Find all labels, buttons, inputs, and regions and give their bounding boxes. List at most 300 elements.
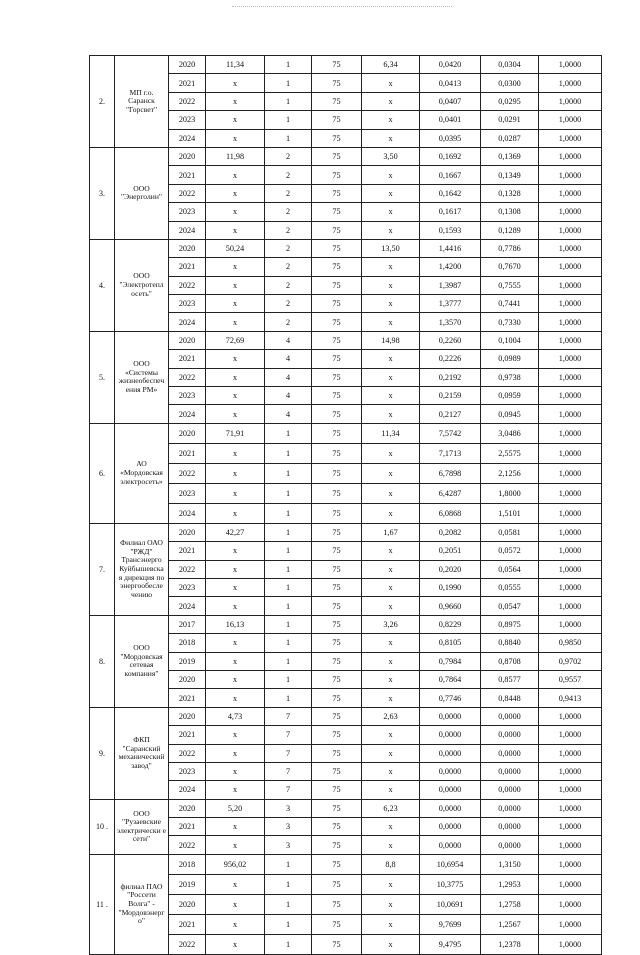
table-cell: 1 — [265, 423, 312, 443]
table-cell: 2 — [265, 221, 312, 239]
table-cell: 4 — [265, 405, 312, 423]
table-cell: 75 — [312, 483, 362, 503]
table-cell: 75 — [312, 744, 362, 762]
table-cell: 0,7786 — [481, 239, 539, 257]
table-cell: 1,0000 — [539, 405, 602, 423]
table-cell: 0,0300 — [481, 74, 539, 92]
table-cell: 7 — [265, 726, 312, 744]
table-cell: 1 — [265, 934, 312, 954]
table-cell: 0,0401 — [420, 111, 481, 129]
table-cell: 0,2051 — [420, 542, 481, 560]
table-cell: 1 — [265, 689, 312, 707]
table-cell: х — [362, 542, 420, 560]
table-cell: 11,98 — [206, 147, 265, 165]
table-cell: 1,67 — [362, 523, 420, 541]
table-cell: 9,4795 — [420, 934, 481, 954]
table-cell: 2022 — [169, 934, 206, 954]
table-cell: 1,2378 — [481, 934, 539, 954]
table-cell: 2 — [265, 203, 312, 221]
table-cell: 1,0000 — [539, 423, 602, 443]
table-cell: 0,8229 — [420, 615, 481, 633]
table-cell: 2021 — [169, 542, 206, 560]
table-cell: х — [206, 405, 265, 423]
table-cell: 956,02 — [206, 854, 265, 874]
table-cell: 0,1369 — [481, 147, 539, 165]
table-cell: 75 — [312, 578, 362, 596]
table-cell: 0,0000 — [481, 762, 539, 780]
table-cell: 3 — [265, 799, 312, 817]
table-row — [90, 799, 602, 817]
table-cell: 16,13 — [206, 615, 265, 633]
table-row — [90, 707, 602, 725]
table-cell: 2024 — [169, 781, 206, 799]
table-cell: 1,4416 — [420, 239, 481, 257]
table-cell: х — [362, 726, 420, 744]
table-cell: х — [362, 463, 420, 483]
table-cell: 0,7555 — [481, 276, 539, 294]
organization-name: ООО "Мордовская сетевая компания" — [115, 615, 169, 707]
table-cell: 2022 — [169, 368, 206, 386]
table-cell: х — [206, 652, 265, 670]
table-cell: х — [206, 597, 265, 615]
table-cell: х — [206, 560, 265, 578]
table-cell: 75 — [312, 874, 362, 894]
table-cell: 1,0000 — [539, 463, 602, 483]
table-cell: х — [206, 203, 265, 221]
organization-name: АО «Мордовская электросеть» — [115, 423, 169, 523]
table-cell: 1,3777 — [420, 295, 481, 313]
table-cell: 1,0000 — [539, 129, 602, 147]
organization-name: Филиал ОАО "РЖД" Трансэнерго Куйбышевска я дирекция по энергообесле чению — [115, 523, 169, 615]
table-cell: х — [362, 74, 420, 92]
table-cell: х — [362, 689, 420, 707]
table-cell: 1,0000 — [539, 203, 602, 221]
table-cell: 75 — [312, 781, 362, 799]
table-cell: 2021 — [169, 258, 206, 276]
table-cell: х — [206, 258, 265, 276]
table-cell: 1 — [265, 578, 312, 596]
table-cell: х — [362, 350, 420, 368]
table-cell: 14,98 — [362, 331, 420, 349]
table-cell: х — [206, 670, 265, 688]
table-cell: 2 — [265, 184, 312, 202]
table-cell: х — [362, 836, 420, 854]
table-cell: 72,69 — [206, 331, 265, 349]
table-cell: 2019 — [169, 874, 206, 894]
table-cell: 0,1349 — [481, 166, 539, 184]
table-cell: х — [362, 221, 420, 239]
table-cell: 2,1256 — [481, 463, 539, 483]
table-cell: х — [206, 934, 265, 954]
table-cell: 2024 — [169, 221, 206, 239]
table-cell: 0,2159 — [420, 387, 481, 405]
table-cell: 75 — [312, 523, 362, 541]
table-cell: 75 — [312, 934, 362, 954]
organization-name: МП г.о. Саранск "Горсвет" — [115, 56, 169, 148]
table-cell: 1,5101 — [481, 503, 539, 523]
table-cell: 1 — [265, 523, 312, 541]
table-cell: 2020 — [169, 523, 206, 541]
table-cell: 75 — [312, 331, 362, 349]
table-cell: 0,8840 — [481, 634, 539, 652]
table-cell: 75 — [312, 74, 362, 92]
table-cell: 0,0945 — [481, 405, 539, 423]
table-cell: 2 — [265, 239, 312, 257]
table-cell: 75 — [312, 350, 362, 368]
table-cell: 4,73 — [206, 707, 265, 725]
table-cell: 7 — [265, 781, 312, 799]
table-cell: 1,0000 — [539, 914, 602, 934]
table-cell: 0,0000 — [481, 707, 539, 725]
table-cell: х — [206, 387, 265, 405]
table-cell: 2021 — [169, 74, 206, 92]
table-cell: 2020 — [169, 147, 206, 165]
table-cell: 1,0000 — [539, 276, 602, 294]
table-cell: 11,34 — [362, 423, 420, 443]
table-cell: 8,8 — [362, 854, 420, 874]
table-cell: 2020 — [169, 331, 206, 349]
table-cell: х — [362, 295, 420, 313]
table-cell: х — [206, 781, 265, 799]
table-cell: 75 — [312, 92, 362, 110]
table-cell: 1,0000 — [539, 350, 602, 368]
table-cell: 75 — [312, 423, 362, 443]
table-cell: 1,2758 — [481, 894, 539, 914]
table-cell: х — [362, 652, 420, 670]
table-cell: 0,8577 — [481, 670, 539, 688]
table-cell: 1,0000 — [539, 239, 602, 257]
table-cell: 75 — [312, 818, 362, 836]
table-cell: 75 — [312, 387, 362, 405]
table-cell: 3 — [265, 836, 312, 854]
table-cell: 2020 — [169, 239, 206, 257]
table-cell: 13,50 — [362, 239, 420, 257]
table-cell: 0,0000 — [481, 799, 539, 817]
table-cell: 75 — [312, 689, 362, 707]
table-cell: 0,1642 — [420, 184, 481, 202]
table-cell: 1,0000 — [539, 744, 602, 762]
table-cell: 75 — [312, 597, 362, 615]
table-cell: 2023 — [169, 578, 206, 596]
row-number: 4. — [90, 239, 115, 331]
table-cell: 0,0572 — [481, 542, 539, 560]
table-cell: х — [362, 203, 420, 221]
table-cell: 2023 — [169, 762, 206, 780]
table-row — [90, 615, 602, 633]
table-cell: 1,0000 — [539, 74, 602, 92]
table-cell: 2024 — [169, 129, 206, 147]
table-cell: 1 — [265, 914, 312, 934]
table-cell: 1,0000 — [539, 331, 602, 349]
table-cell: 1 — [265, 111, 312, 129]
table-cell: 1,0000 — [539, 799, 602, 817]
table-cell: 7 — [265, 744, 312, 762]
table-cell: 3,26 — [362, 615, 420, 633]
table-cell: 2019 — [169, 652, 206, 670]
table-cell: 2024 — [169, 405, 206, 423]
table-cell: 2022 — [169, 276, 206, 294]
table-cell: 0,2260 — [420, 331, 481, 349]
table-cell: 6,7898 — [420, 463, 481, 483]
table-cell: 1,3150 — [481, 854, 539, 874]
table-cell: 0,9850 — [539, 634, 602, 652]
table-cell: х — [206, 276, 265, 294]
table-cell: 1,8000 — [481, 483, 539, 503]
table-cell: 7 — [265, 762, 312, 780]
table-cell: 0,0959 — [481, 387, 539, 405]
table-cell: 2023 — [169, 483, 206, 503]
table-cell: 0,9738 — [481, 368, 539, 386]
table-cell: 0,7746 — [420, 689, 481, 707]
row-number: 7. — [90, 523, 115, 615]
table-cell: х — [362, 578, 420, 596]
table-cell: 1 — [265, 129, 312, 147]
table-cell: 0,7984 — [420, 652, 481, 670]
table-cell: 6,23 — [362, 799, 420, 817]
table-cell: 0,1593 — [420, 221, 481, 239]
row-number: 3. — [90, 147, 115, 239]
table-cell: х — [206, 483, 265, 503]
organization-name: ФКП "Саранский механический завод" — [115, 707, 169, 799]
table-cell: 4 — [265, 387, 312, 405]
table-cell: 1,0000 — [539, 503, 602, 523]
table-cell: х — [206, 443, 265, 463]
table-cell: 1 — [265, 74, 312, 92]
row-number: 9. — [90, 707, 115, 799]
table-cell: 0,0395 — [420, 129, 481, 147]
table-cell: 75 — [312, 203, 362, 221]
table-cell: 1,3570 — [420, 313, 481, 331]
table-cell: 0,0000 — [420, 707, 481, 725]
row-number: 8. — [90, 615, 115, 707]
table-cell: 5,20 — [206, 799, 265, 817]
table-cell: 1 — [265, 542, 312, 560]
table-cell: 10,3775 — [420, 874, 481, 894]
table-cell: 0,9660 — [420, 597, 481, 615]
table-cell: 75 — [312, 836, 362, 854]
organization-name: ООО "Энерголин" — [115, 147, 169, 239]
table-cell: 2021 — [169, 350, 206, 368]
table-cell: х — [362, 313, 420, 331]
table-cell: 0,2020 — [420, 560, 481, 578]
table-cell: 0,0304 — [481, 56, 539, 74]
table-cell: х — [206, 92, 265, 110]
table-cell: х — [362, 483, 420, 503]
table-cell: х — [206, 166, 265, 184]
table-cell: 2 — [265, 295, 312, 313]
table-cell: 1,0000 — [539, 92, 602, 110]
table-cell: 0,0547 — [481, 597, 539, 615]
table-cell: х — [362, 781, 420, 799]
table-cell: 0,0000 — [420, 818, 481, 836]
table-cell: 7,5742 — [420, 423, 481, 443]
table-cell: 1,0000 — [539, 560, 602, 578]
table-cell: 0,8448 — [481, 689, 539, 707]
table-cell: 75 — [312, 894, 362, 914]
table-cell: х — [206, 894, 265, 914]
table-cell: х — [206, 295, 265, 313]
table-cell: 0,7330 — [481, 313, 539, 331]
table-cell: 1 — [265, 443, 312, 463]
table-cell: 1,0000 — [539, 258, 602, 276]
table-cell: 4 — [265, 350, 312, 368]
table-cell: 0,9413 — [539, 689, 602, 707]
table-cell: 0,0000 — [420, 726, 481, 744]
table-cell: 1,0000 — [539, 443, 602, 463]
table-cell: х — [206, 111, 265, 129]
table-cell: х — [206, 762, 265, 780]
table-cell: 1,0000 — [539, 934, 602, 954]
table-cell: 75 — [312, 652, 362, 670]
table-cell: 1 — [265, 670, 312, 688]
table-cell: 0,7441 — [481, 295, 539, 313]
table-cell: х — [362, 934, 420, 954]
table-cell: 75 — [312, 503, 362, 523]
table-cell: 75 — [312, 129, 362, 147]
table-cell: 0,0287 — [481, 129, 539, 147]
table-cell: 1,0000 — [539, 854, 602, 874]
table-cell: 0,0000 — [420, 744, 481, 762]
table-cell: 1,0000 — [539, 483, 602, 503]
table-cell: 0,0295 — [481, 92, 539, 110]
table-cell: 1,0000 — [539, 166, 602, 184]
table-cell: 0,1667 — [420, 166, 481, 184]
table-cell: 0,9702 — [539, 652, 602, 670]
table-cell: 1,0000 — [539, 615, 602, 633]
table-cell: 3 — [265, 818, 312, 836]
table-cell: х — [206, 726, 265, 744]
table-cell: 2020 — [169, 799, 206, 817]
table-cell: х — [206, 313, 265, 331]
table-cell: 75 — [312, 443, 362, 463]
table-cell: 0,8708 — [481, 652, 539, 670]
table-cell: х — [206, 221, 265, 239]
table-cell: 2024 — [169, 503, 206, 523]
table-row — [90, 239, 602, 257]
table-cell: 0,0000 — [420, 799, 481, 817]
table-cell: 1 — [265, 560, 312, 578]
table-cell: 0,0000 — [420, 781, 481, 799]
table-cell: 50,24 — [206, 239, 265, 257]
table-cell: 75 — [312, 368, 362, 386]
table-cell: 2 — [265, 313, 312, 331]
table-cell: 1 — [265, 597, 312, 615]
table-cell: 75 — [312, 239, 362, 257]
table-row — [90, 423, 602, 443]
table-cell: х — [362, 818, 420, 836]
table-cell: 0,0291 — [481, 111, 539, 129]
table-cell: 1 — [265, 894, 312, 914]
table-cell: 2020 — [169, 707, 206, 725]
table-cell: 10,6954 — [420, 854, 481, 874]
table-cell: 6,4287 — [420, 483, 481, 503]
table-cell: 4 — [265, 331, 312, 349]
table-cell: 2020 — [169, 423, 206, 443]
table-cell: 0,2082 — [420, 523, 481, 541]
table-cell: х — [362, 129, 420, 147]
table-cell: 1,2953 — [481, 874, 539, 894]
table-cell: х — [206, 368, 265, 386]
table-row — [90, 331, 602, 349]
table-cell: 0,8105 — [420, 634, 481, 652]
table-cell: 2023 — [169, 295, 206, 313]
table-cell: х — [362, 762, 420, 780]
table-cell: х — [206, 542, 265, 560]
organization-name: ООО "Электротепл осеть" — [115, 239, 169, 331]
table-cell: 75 — [312, 56, 362, 74]
table-cell: 1,0000 — [539, 313, 602, 331]
table-cell: 75 — [312, 111, 362, 129]
table-cell: 1 — [265, 483, 312, 503]
table-cell: х — [206, 836, 265, 854]
table-cell: 2 — [265, 166, 312, 184]
table-cell: 1,0000 — [539, 387, 602, 405]
table-cell: 75 — [312, 221, 362, 239]
table-cell: х — [362, 258, 420, 276]
table-cell: 2018 — [169, 854, 206, 874]
table-cell: 1,0000 — [539, 184, 602, 202]
table-cell: 2 — [265, 258, 312, 276]
table-cell: х — [362, 111, 420, 129]
table-cell: 42,27 — [206, 523, 265, 541]
table-cell: 0,1289 — [481, 221, 539, 239]
table-cell: 0,1990 — [420, 578, 481, 596]
table-cell: 0,0407 — [420, 92, 481, 110]
table-cell: 2017 — [169, 615, 206, 633]
table-cell: 0,0000 — [481, 818, 539, 836]
table-row — [90, 523, 602, 541]
table-cell: 2024 — [169, 313, 206, 331]
table-cell: 2023 — [169, 203, 206, 221]
table-cell: 1,0000 — [539, 368, 602, 386]
table-cell: 75 — [312, 295, 362, 313]
table-row — [90, 854, 602, 874]
table-cell: 1,0000 — [539, 836, 602, 854]
organization-name: ООО «Системы жизнеобеспеч ения РМ» — [115, 331, 169, 423]
table-cell: х — [362, 894, 420, 914]
table-cell: 1,0000 — [539, 295, 602, 313]
table-cell: 1,3987 — [420, 276, 481, 294]
row-number: 6. — [90, 423, 115, 523]
table-cell: х — [206, 129, 265, 147]
table-cell: х — [362, 405, 420, 423]
table-cell: х — [206, 463, 265, 483]
table-cell: 1 — [265, 634, 312, 652]
table-cell: 9,7699 — [420, 914, 481, 934]
table-cell: 2021 — [169, 818, 206, 836]
table-cell: 1,0000 — [539, 781, 602, 799]
table-cell: 1,0000 — [539, 147, 602, 165]
table-cell: 1,0000 — [539, 874, 602, 894]
table-row — [90, 147, 602, 165]
table-cell: 75 — [312, 707, 362, 725]
table-cell: 2021 — [169, 443, 206, 463]
table-cell: х — [362, 503, 420, 523]
table-cell: 0,1004 — [481, 331, 539, 349]
table-cell: 3,50 — [362, 147, 420, 165]
table-cell: 75 — [312, 276, 362, 294]
table-cell: х — [362, 92, 420, 110]
table-cell: 75 — [312, 854, 362, 874]
table-cell: х — [206, 350, 265, 368]
table-cell: 2,5575 — [481, 443, 539, 463]
table-cell: х — [362, 634, 420, 652]
table-cell: 1,0000 — [539, 578, 602, 596]
table-cell: 75 — [312, 258, 362, 276]
table-cell: 1,0000 — [539, 818, 602, 836]
table-cell: 0,2127 — [420, 405, 481, 423]
organization-name: филиал ПАО "Россети Волга" - "Мордовэнерг о" — [115, 854, 169, 954]
